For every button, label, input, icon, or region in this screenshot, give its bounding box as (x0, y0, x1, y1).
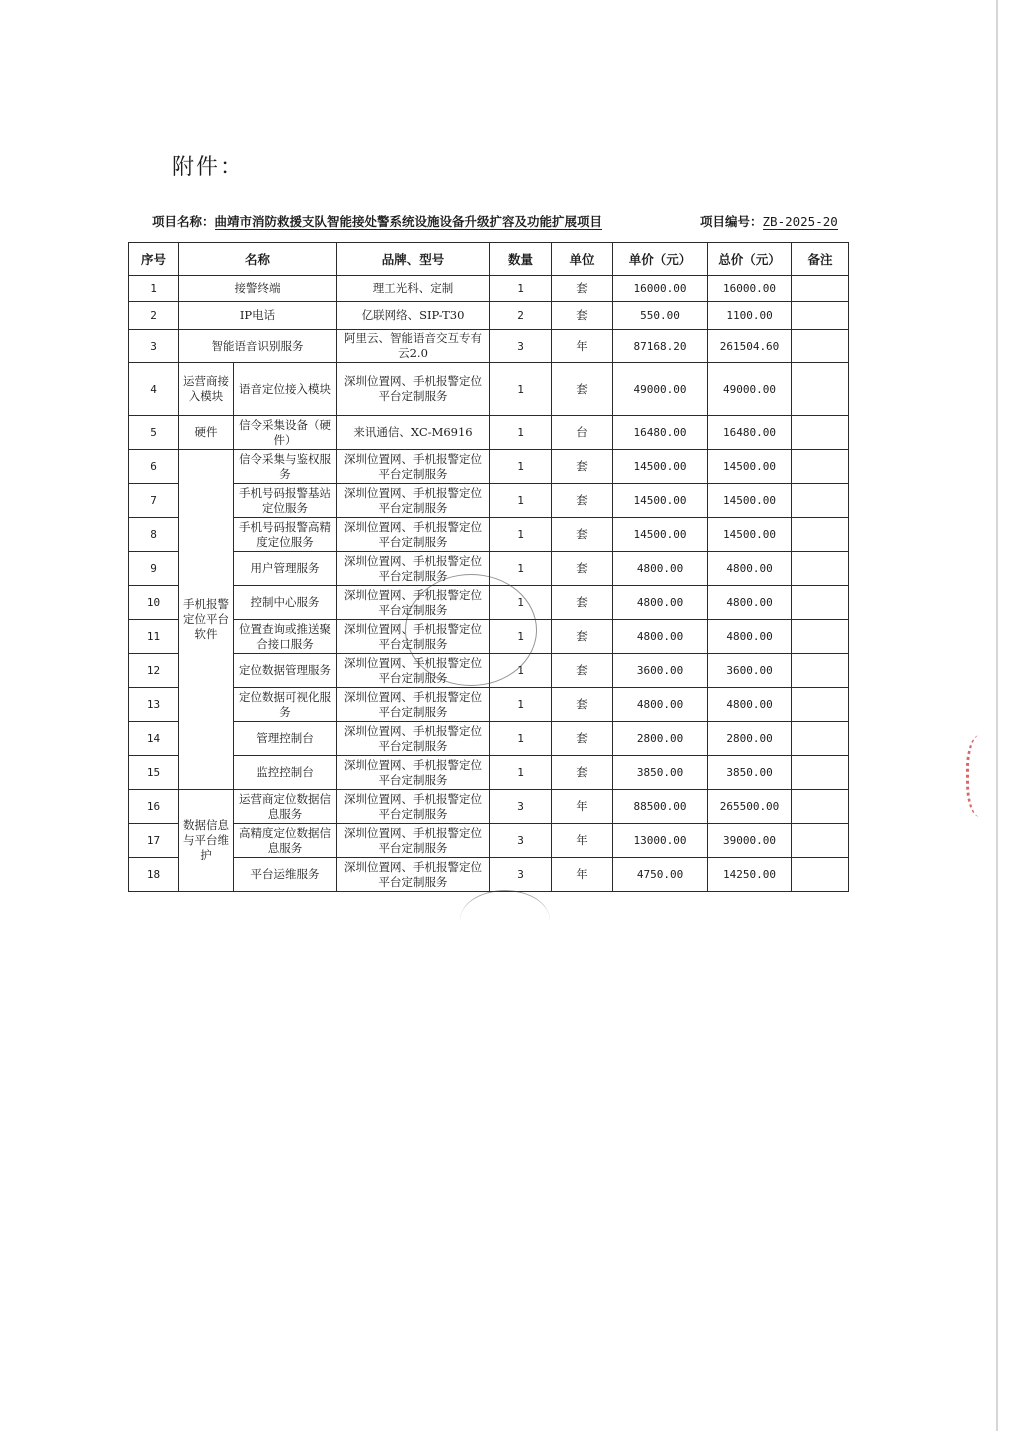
cell-brand: 深圳位置网、手机报警定位平台定制服务 (337, 688, 490, 722)
cell-qty: 1 (490, 416, 552, 450)
cell-unit: 套 (552, 484, 613, 518)
project-number-value: ZB-2025-20 (762, 214, 838, 229)
cell-name: 运营商定位数据信息服务 (234, 790, 337, 824)
cell-remark (792, 276, 849, 302)
table-row (129, 416, 849, 450)
cell-seq: 13 (129, 688, 179, 722)
cell-qty: 1 (490, 756, 552, 790)
cell-unit: 套 (552, 450, 613, 484)
cell-brand: 深圳位置网、手机报警定位平台定制服务 (337, 552, 490, 586)
cell-total: 49000.00 (708, 363, 792, 416)
cell-unit-price: 13000.00 (613, 824, 708, 858)
cell-remark (792, 688, 849, 722)
official-seal-stamp-partial (460, 890, 550, 951)
project-number-label: 项目编号： (700, 214, 763, 229)
cell-unit-price: 87168.20 (613, 330, 708, 363)
header-remark: 备注 (792, 243, 849, 276)
cell-unit-price: 4750.00 (613, 858, 708, 892)
cell-unit: 套 (552, 654, 613, 688)
cell-remark (792, 518, 849, 552)
cell-name: 位置查询或推送聚合接口服务 (234, 620, 337, 654)
cell-unit: 套 (552, 276, 613, 302)
cell-qty: 1 (490, 276, 552, 302)
cell-brand: 深圳位置网、手机报警定位平台定制服务 (337, 586, 490, 620)
cell-brand: 深圳位置网、手机报警定位平台定制服务 (337, 518, 490, 552)
cell-remark (792, 302, 849, 330)
cell-brand: 深圳位置网、手机报警定位平台定制服务 (337, 654, 490, 688)
cell-qty: 1 (490, 586, 552, 620)
cell-unit: 年 (552, 824, 613, 858)
cell-brand: 亿联网络、SIP-T30 (337, 302, 490, 330)
cell-brand: 深圳位置网、手机报警定位平台定制服务 (337, 450, 490, 484)
cell-seq: 10 (129, 586, 179, 620)
cell-total: 1100.00 (708, 302, 792, 330)
cell-total: 261504.60 (708, 330, 792, 363)
cell-remark (792, 756, 849, 790)
cell-unit-price: 49000.00 (613, 363, 708, 416)
cell-brand: 深圳位置网、手机报警定位平台定制服务 (337, 484, 490, 518)
table-row (129, 620, 849, 654)
cell-total: 14500.00 (708, 450, 792, 484)
project-number (700, 212, 838, 230)
cell-qty: 1 (490, 552, 552, 586)
cell-remark (792, 620, 849, 654)
cell-name: 监控控制台 (234, 756, 337, 790)
cell-seq: 18 (129, 858, 179, 892)
cell-remark (792, 654, 849, 688)
cell-remark (792, 363, 849, 416)
cell-brand: 深圳位置网、手机报警定位平台定制服务 (337, 756, 490, 790)
table-row (129, 450, 849, 484)
cell-brand: 理工光科、定制 (337, 276, 490, 302)
cell-seq: 5 (129, 416, 179, 450)
cell-remark (792, 330, 849, 363)
table-header-row (129, 243, 849, 276)
cell-brand: 深圳位置网、手机报警定位平台定制服务 (337, 824, 490, 858)
cell-unit: 套 (552, 688, 613, 722)
cell-unit: 年 (552, 790, 613, 824)
cell-brand: 深圳位置网、手机报警定位平台定制服务 (337, 620, 490, 654)
table-row (129, 330, 849, 363)
group-platform: 手机报警定位平台软件 (179, 450, 234, 790)
header-unit-price: 单价（元） (613, 243, 708, 276)
header-qty: 数量 (490, 243, 552, 276)
cell-qty: 1 (490, 654, 552, 688)
cell-total: 16480.00 (708, 416, 792, 450)
group-data: 数据信息与平台维护 (179, 790, 234, 892)
cell-remark (792, 552, 849, 586)
cell-name: 信令采集设备（硬件） (234, 416, 337, 450)
cell-qty: 3 (490, 824, 552, 858)
cell-total: 4800.00 (708, 586, 792, 620)
cell-total: 14250.00 (708, 858, 792, 892)
cell-name: 用户管理服务 (234, 552, 337, 586)
cell-unit-price: 88500.00 (613, 790, 708, 824)
cell-unit: 年 (552, 858, 613, 892)
cell-qty: 1 (490, 722, 552, 756)
cell-unit-price: 14500.00 (613, 518, 708, 552)
cell-remark (792, 450, 849, 484)
cell-qty: 1 (490, 484, 552, 518)
cell-qty: 3 (490, 858, 552, 892)
cell-unit-price: 3600.00 (613, 654, 708, 688)
table-row (129, 790, 849, 824)
cell-qty: 2 (490, 302, 552, 330)
cell-name: 平台运维服务 (234, 858, 337, 892)
cell-qty: 1 (490, 363, 552, 416)
cell-total: 3850.00 (708, 756, 792, 790)
table-row (129, 518, 849, 552)
table-row (129, 302, 849, 330)
cell-seq: 8 (129, 518, 179, 552)
cell-unit-price: 16000.00 (613, 276, 708, 302)
table-row (129, 363, 849, 416)
cell-total: 14500.00 (708, 484, 792, 518)
cell-remark (792, 484, 849, 518)
table-row (129, 586, 849, 620)
cell-unit: 套 (552, 722, 613, 756)
project-name-label: 项目名称： (152, 214, 215, 229)
cell-qty: 3 (490, 330, 552, 363)
cell-unit: 套 (552, 302, 613, 330)
header-seq: 序号 (129, 243, 179, 276)
header-brand: 品牌、型号 (337, 243, 490, 276)
cell-unit-price: 4800.00 (613, 620, 708, 654)
cell-brand: 深圳位置网、手机报警定位平台定制服务 (337, 722, 490, 756)
cell-remark (792, 416, 849, 450)
cell-qty: 1 (490, 518, 552, 552)
cell-total: 4800.00 (708, 620, 792, 654)
cell-name: 手机号码报警高精度定位服务 (234, 518, 337, 552)
table-row (129, 484, 849, 518)
cell-remark (792, 858, 849, 892)
cell-qty: 1 (490, 450, 552, 484)
cell-seq: 14 (129, 722, 179, 756)
cell-brand: 来讯通信、XC-M6916 (337, 416, 490, 450)
cell-name: 手机号码报警基站定位服务 (234, 484, 337, 518)
cell-unit: 台 (552, 416, 613, 450)
cell-seq: 12 (129, 654, 179, 688)
cell-unit: 年 (552, 330, 613, 363)
cell-unit-price: 3850.00 (613, 756, 708, 790)
cell-brand: 阿里云、智能语音交互专有云2.0 (337, 330, 490, 363)
cell-seq: 2 (129, 302, 179, 330)
cell-seq: 4 (129, 363, 179, 416)
table-row (129, 688, 849, 722)
header-unit: 单位 (552, 243, 613, 276)
cell-unit: 套 (552, 586, 613, 620)
red-seam-seal (966, 735, 1001, 817)
cell-unit-price: 14500.00 (613, 450, 708, 484)
attachment-label: 附件： (172, 155, 245, 180)
cell-remark (792, 586, 849, 620)
cell-name: 智能语音识别服务 (179, 330, 337, 363)
cell-seq: 1 (129, 276, 179, 302)
cell-unit-price: 550.00 (613, 302, 708, 330)
project-info-line (152, 212, 852, 232)
project-name (152, 212, 602, 230)
cell-seq: 3 (129, 330, 179, 363)
cell-seq: 17 (129, 824, 179, 858)
cell-qty: 3 (490, 790, 552, 824)
page-edge-line (996, 0, 998, 1431)
cell-name: 定位数据可视化服务 (234, 688, 337, 722)
cell-remark (792, 722, 849, 756)
cell-name: 信令采集与鉴权服务 (234, 450, 337, 484)
cell-unit: 套 (552, 552, 613, 586)
cell-seq: 16 (129, 790, 179, 824)
table-row (129, 756, 849, 790)
table-row (129, 654, 849, 688)
cell-seq: 9 (129, 552, 179, 586)
cell-name: 语音定位接入模块 (234, 363, 337, 416)
cell-brand: 深圳位置网、手机报警定位平台定制服务 (337, 363, 490, 416)
project-name-value: 曲靖市消防救援支队智能接处警系统设施设备升级扩容及功能扩展项目 (214, 214, 603, 229)
cell-unit-price: 4800.00 (613, 688, 708, 722)
cell-brand: 深圳位置网、手机报警定位平台定制服务 (337, 858, 490, 892)
cell-unit: 套 (552, 756, 613, 790)
cell-qty: 1 (490, 620, 552, 654)
cell-total: 3600.00 (708, 654, 792, 688)
cell-name: 控制中心服务 (234, 586, 337, 620)
cell-name: IP电话 (179, 302, 337, 330)
cell-unit-price: 2800.00 (613, 722, 708, 756)
cell-total: 265500.00 (708, 790, 792, 824)
cell-total: 4800.00 (708, 688, 792, 722)
cell-total: 14500.00 (708, 518, 792, 552)
header-total: 总价（元） (708, 243, 792, 276)
cell-total: 4800.00 (708, 552, 792, 586)
cell-seq: 15 (129, 756, 179, 790)
table-row (129, 276, 849, 302)
cell-total: 2800.00 (708, 722, 792, 756)
cell-seq: 7 (129, 484, 179, 518)
cell-unit: 套 (552, 518, 613, 552)
cell-seq: 6 (129, 450, 179, 484)
cell-name: 高精度定位数据信息服务 (234, 824, 337, 858)
cell-unit-price: 16480.00 (613, 416, 708, 450)
table-row (129, 722, 849, 756)
header-name: 名称 (179, 243, 337, 276)
cell-unit-price: 4800.00 (613, 586, 708, 620)
cell-remark (792, 790, 849, 824)
cell-name: 接警终端 (179, 276, 337, 302)
cell-seq: 11 (129, 620, 179, 654)
cell-unit: 套 (552, 363, 613, 416)
cell-remark (792, 824, 849, 858)
cell-total: 39000.00 (708, 824, 792, 858)
cell-total: 16000.00 (708, 276, 792, 302)
cell-name: 定位数据管理服务 (234, 654, 337, 688)
group-operator: 运营商接入模块 (179, 363, 234, 416)
cell-unit: 套 (552, 620, 613, 654)
table-row (129, 824, 849, 858)
cell-unit-price: 4800.00 (613, 552, 708, 586)
cell-brand: 深圳位置网、手机报警定位平台定制服务 (337, 790, 490, 824)
table-row (129, 858, 849, 892)
group-hardware: 硬件 (179, 416, 234, 450)
cell-qty: 1 (490, 688, 552, 722)
table-row (129, 552, 849, 586)
cell-name: 管理控制台 (234, 722, 337, 756)
procurement-table (128, 242, 849, 892)
cell-unit-price: 14500.00 (613, 484, 708, 518)
